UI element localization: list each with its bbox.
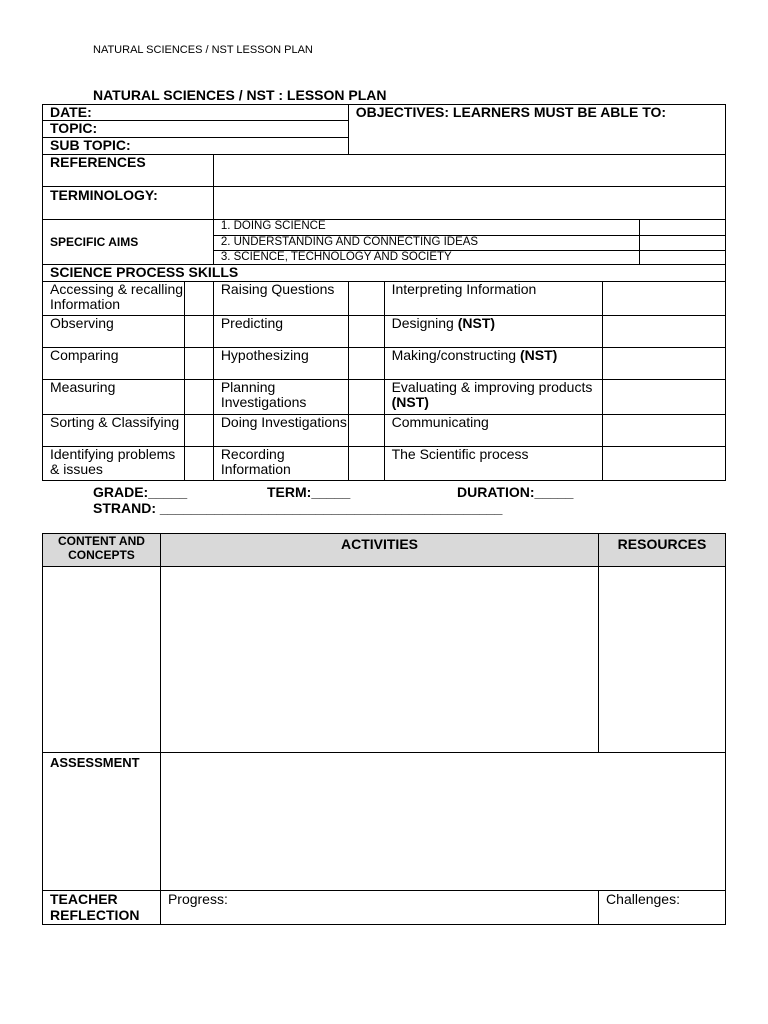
terminology-label: TERMINOLOGY:: [43, 187, 214, 220]
skill-scientific-process: The Scientific process: [384, 447, 603, 481]
activities-cell[interactable]: [160, 567, 598, 753]
skill-raising-questions: Raising Questions: [213, 282, 348, 316]
resources-header: RESOURCES: [599, 534, 726, 567]
skill-evaluating: Evaluating & improving products (NST): [384, 380, 603, 415]
skill-making: Making/constructing (NST): [384, 348, 603, 380]
skill-checkbox[interactable]: [603, 316, 726, 348]
skill-checkbox[interactable]: [348, 447, 384, 481]
date-field[interactable]: DATE:: [43, 105, 349, 121]
skill-checkbox[interactable]: [348, 282, 384, 316]
skill-checkbox[interactable]: [184, 316, 213, 348]
skill-observing: Observing: [43, 316, 185, 348]
resources-cell[interactable]: [599, 567, 726, 753]
activities-header: ACTIVITIES: [160, 534, 598, 567]
skill-checkbox[interactable]: [184, 380, 213, 415]
page-title: NATURAL SCIENCES / NST : LESSON PLAN: [93, 87, 387, 103]
skill-checkbox[interactable]: [348, 415, 384, 447]
objectives-field[interactable]: OBJECTIVES: LEARNERS MUST BE ABLE TO:: [348, 105, 725, 155]
grade-field[interactable]: GRADE:_____: [93, 484, 188, 500]
skill-identifying: Identifying problems & issues: [43, 447, 185, 481]
duration-field[interactable]: DURATION:_____: [457, 484, 574, 500]
skill-checkbox[interactable]: [348, 316, 384, 348]
aim-1-checkbox[interactable]: [640, 220, 726, 236]
skill-checkbox[interactable]: [603, 380, 726, 415]
skill-sorting: Sorting & Classifying: [43, 415, 185, 447]
skill-accessing: Accessing & recalling Information: [43, 282, 185, 316]
strand-field[interactable]: STRAND: ____________________________________________: [93, 500, 503, 516]
skill-checkbox[interactable]: [348, 380, 384, 415]
progress-field[interactable]: Progress:: [160, 891, 598, 925]
references-label: REFERENCES: [43, 155, 214, 187]
aim-3: 3. SCIENCE, TECHNOLOGY AND SOCIETY: [213, 251, 639, 265]
terminology-field[interactable]: [213, 187, 725, 220]
content-concepts-cell[interactable]: [43, 567, 161, 753]
skill-checkbox[interactable]: [348, 348, 384, 380]
skill-checkbox[interactable]: [603, 348, 726, 380]
skills-header: SCIENCE PROCESS SKILLS: [43, 265, 726, 282]
skill-doing-investigations: Doing Investigations: [213, 415, 348, 447]
skill-hypothesizing: Hypothesizing: [213, 348, 348, 380]
skill-predicting: Predicting: [213, 316, 348, 348]
skill-checkbox[interactable]: [184, 415, 213, 447]
skill-interpreting: Interpreting Information: [384, 282, 603, 316]
skill-designing: Designing (NST): [384, 316, 603, 348]
skill-checkbox[interactable]: [184, 447, 213, 481]
references-field[interactable]: [213, 155, 725, 187]
content-concepts-header: CONTENT AND CONCEPTS: [43, 534, 161, 567]
skill-checkbox[interactable]: [184, 348, 213, 380]
aim-2: 2. UNDERSTANDING AND CONNECTING IDEAS: [213, 236, 639, 251]
lesson-plan-table: [42, 533, 726, 925]
aim-2-checkbox[interactable]: [640, 236, 726, 251]
skill-measuring: Measuring: [43, 380, 185, 415]
skill-checkbox[interactable]: [184, 282, 213, 316]
aim-3-checkbox[interactable]: [640, 251, 726, 265]
assessment-label: ASSESSMENT: [43, 753, 161, 891]
skill-checkbox[interactable]: [603, 447, 726, 481]
skill-planning: Planning Investigations: [213, 380, 348, 415]
skill-checkbox[interactable]: [603, 415, 726, 447]
sub-topic-field[interactable]: SUB TOPIC:: [43, 138, 349, 155]
topic-field[interactable]: TOPIC:: [43, 121, 349, 138]
skill-communicating: Communicating: [384, 415, 603, 447]
page-header: NATURAL SCIENCES / NST LESSON PLAN: [93, 44, 313, 56]
lesson-info-table: [42, 104, 726, 481]
teacher-reflection-label: TEACHER REFLECTION: [43, 891, 161, 925]
term-field[interactable]: TERM:_____: [267, 484, 351, 500]
challenges-field[interactable]: Challenges:: [599, 891, 726, 925]
aim-1: 1. DOING SCIENCE: [213, 220, 639, 236]
skill-checkbox[interactable]: [603, 282, 726, 316]
assessment-cell[interactable]: [160, 753, 725, 891]
skill-comparing: Comparing: [43, 348, 185, 380]
skill-recording: Recording Information: [213, 447, 348, 481]
specific-aims-label: SPECIFIC AIMS: [43, 220, 214, 265]
